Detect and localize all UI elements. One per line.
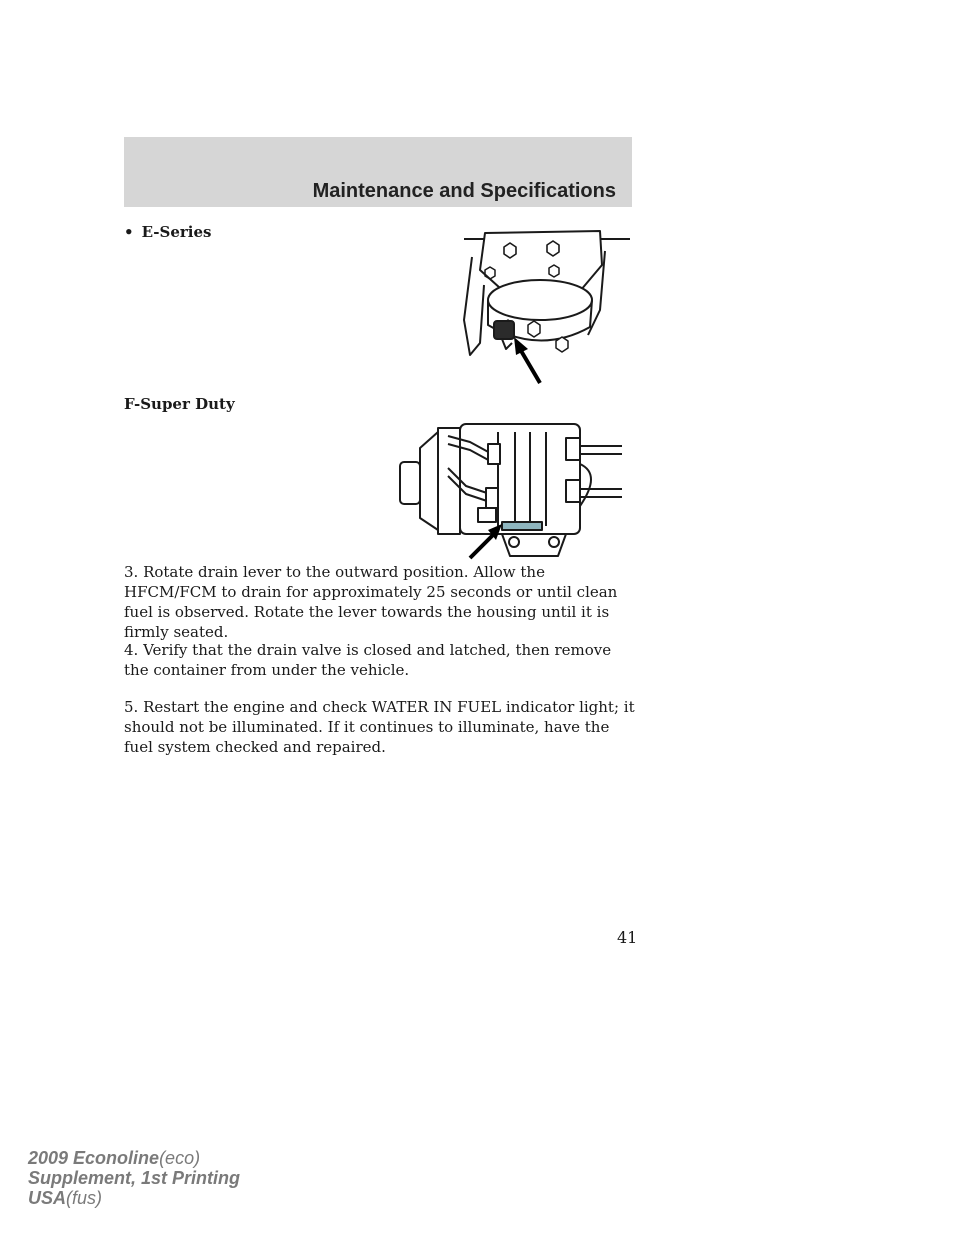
page-number: 41	[617, 928, 638, 947]
step-5-paragraph: 5. Restart the engine and check WATER IN FUEL indicator light; it should not be illuminated. If it continues to illuminate, have the fuel system checked and repaired.	[124, 698, 635, 756]
footer-line-3	[28, 1188, 240, 1208]
e-series-fuel-filter-illustration	[450, 225, 640, 390]
footer-line-2: Supplement, 1st Printing	[28, 1168, 241, 1188]
e-series-bullet	[124, 222, 212, 242]
footer-model: 2009 Econoline	[28, 1148, 160, 1168]
e-series-label: E-Series	[141, 223, 212, 241]
section-title: Maintenance and Specifications	[312, 180, 616, 202]
footer-line-1	[28, 1148, 240, 1168]
footer-market: USA	[28, 1188, 67, 1208]
f-super-duty-label: F-Super Duty	[124, 395, 235, 413]
footer-model-code: (eco)	[159, 1148, 201, 1168]
step-3-paragraph: 3. Rotate drain lever to the outward position. Allow the HFCM/FCM to drain for approximately 25 seconds or until clean fuel is observed. Rotate the lever towards the housing until it is firmly seated.	[124, 563, 618, 641]
document-footer	[28, 1148, 240, 1208]
section-header-band	[124, 137, 632, 207]
f-super-duty-fuel-filter-illustration	[390, 410, 635, 560]
bullet-dot: •	[124, 223, 134, 241]
footer-market-code: (fus)	[66, 1188, 103, 1208]
step-4-paragraph: 4. Verify that the drain valve is closed and latched, then remove the container from under the vehicle.	[124, 641, 612, 679]
